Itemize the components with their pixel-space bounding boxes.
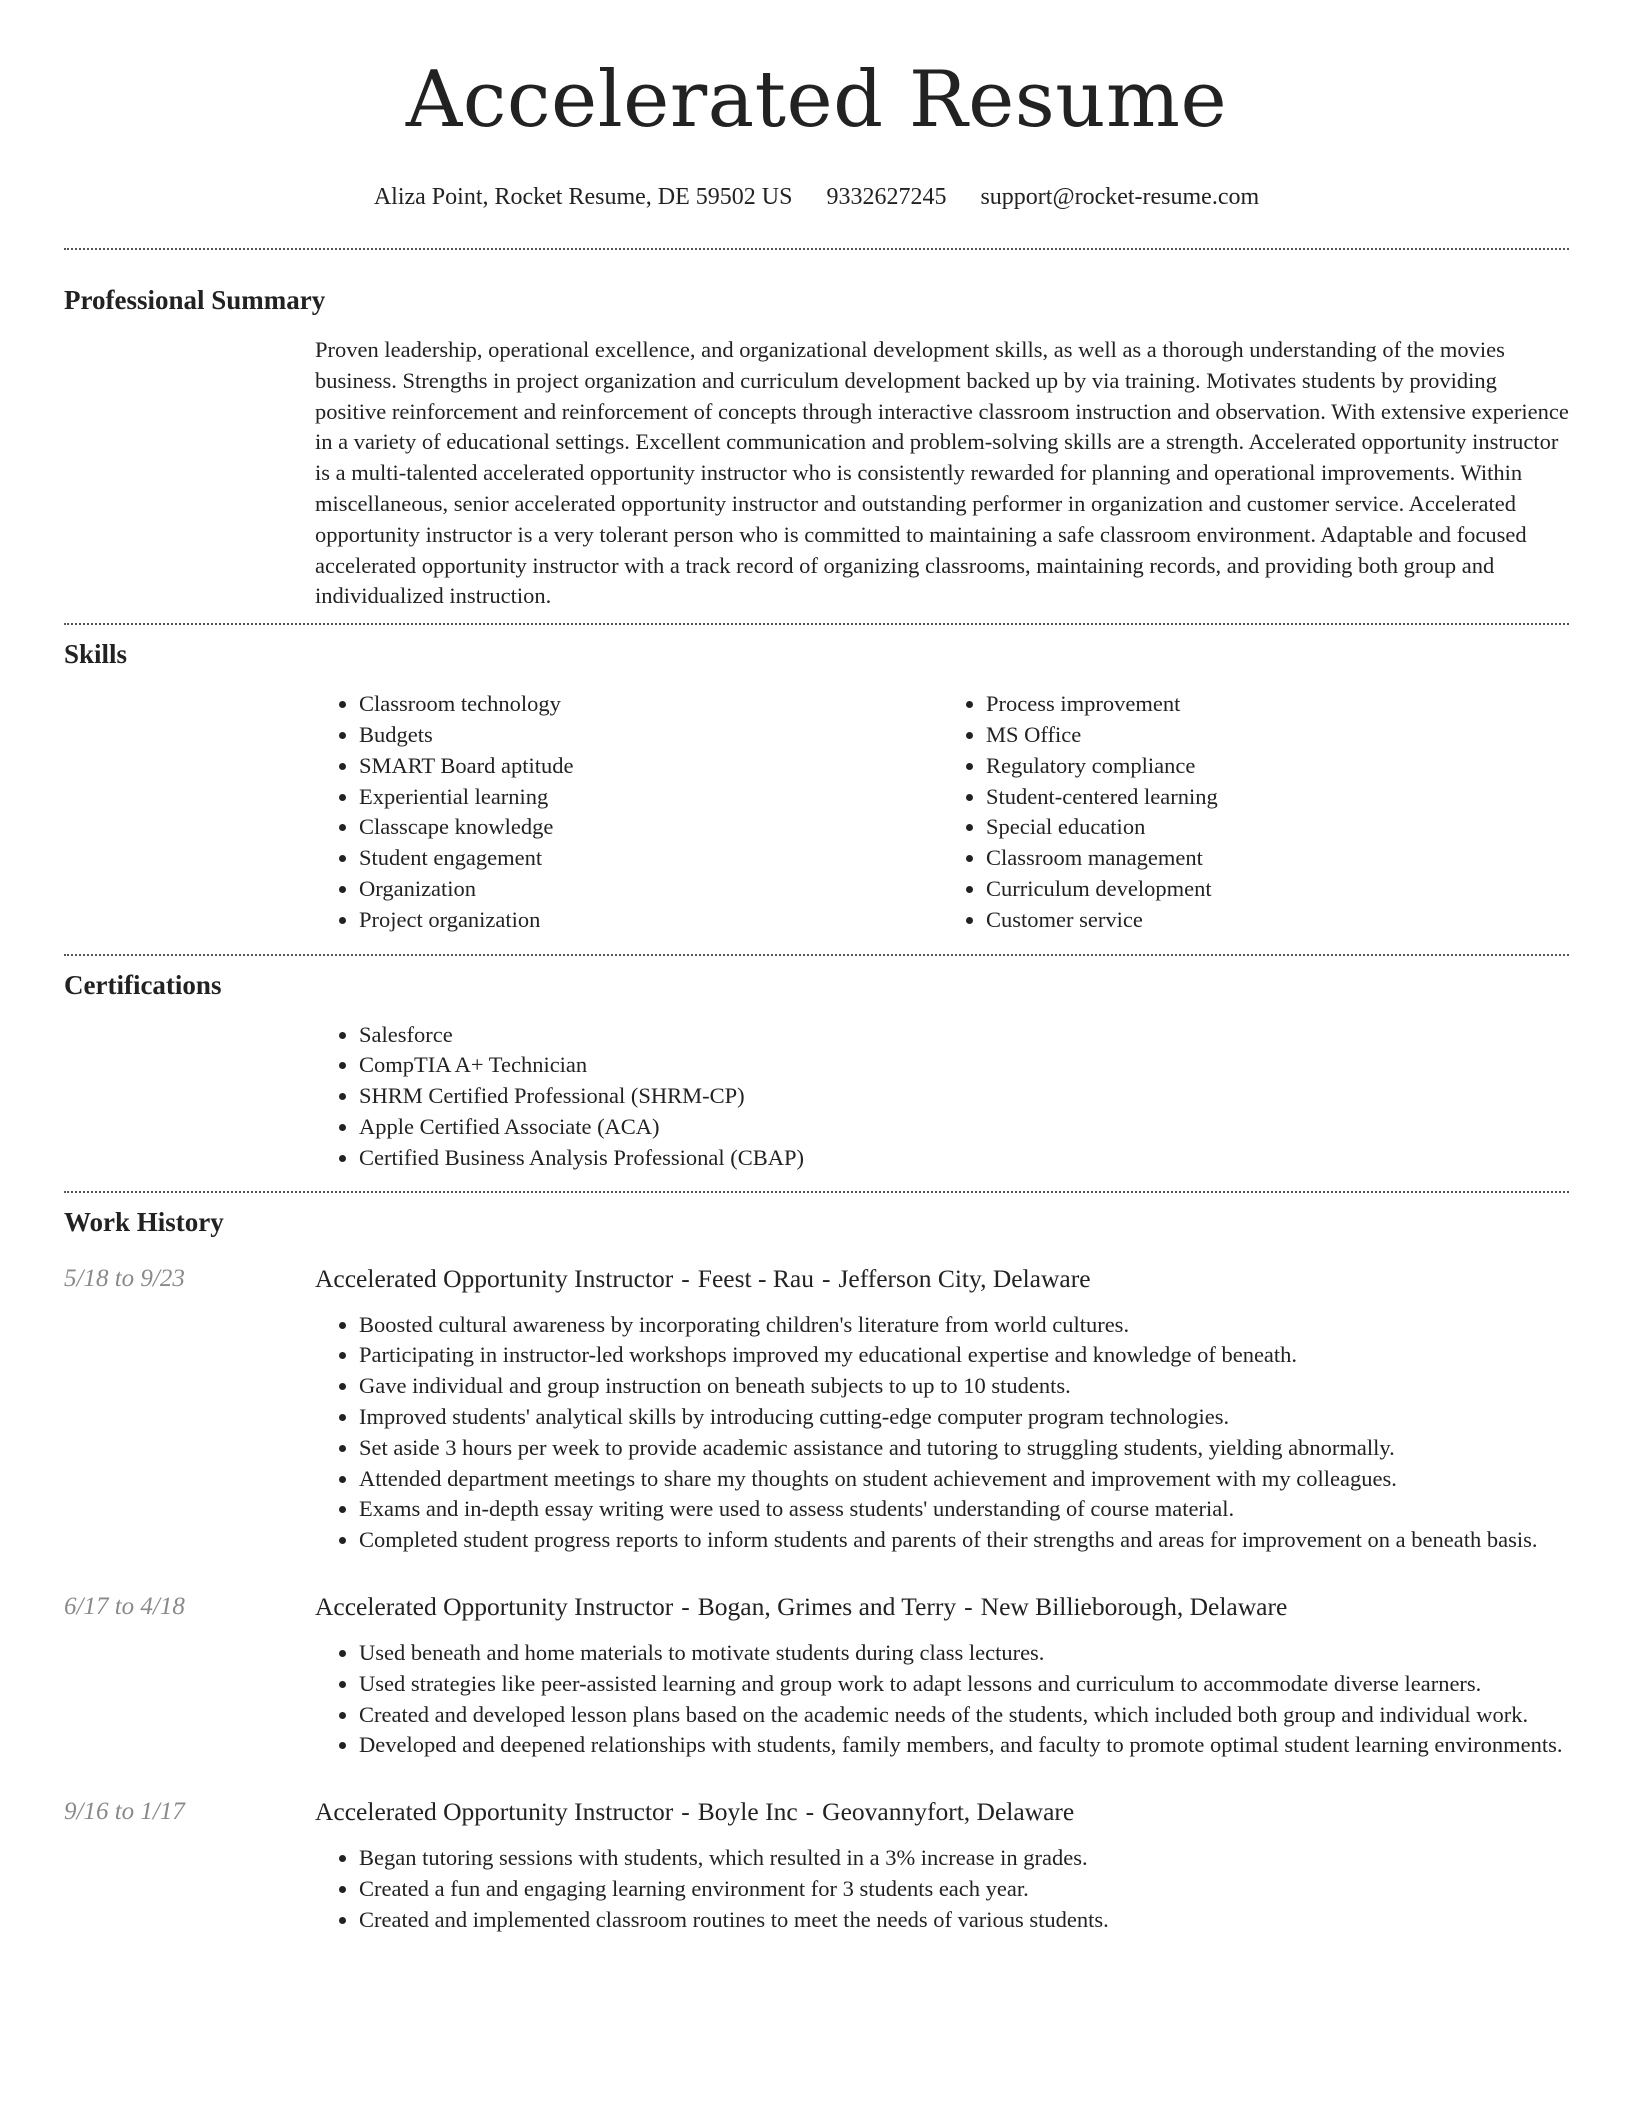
job-company: Boyle Inc (697, 1797, 798, 1827)
summary-text: Proven leadership, operational excellence, and organizational development skills, as well as a thorough understanding of the movies business. Strengths in project organization and curriculum development backed up by via training. Motivates students by providing positive reinforcement and reinforcement of concepts through interactive classroom instruction and observation. With extensive experience in a variety of educational settings. Excellent communication and problem-solving skills are a strength. Accelerated opportunity instructor is a multi-talented accelerated opportunity instructor who is consistently rewarded for planning and operational improvements. Within miscellaneous, senior accelerated opportunity instructor and outstanding performer in organization and customer service. Accelerated opportunity instructor is a very tolerant person who is committed to maintaining a safe classroom environment. Adaptable and focused accelerated opportunity instructor with a track record of organizing classrooms, maintaining records, and providing both group and individualized instruction. (315, 337, 1569, 609)
skill-item: • Curriculum development (986, 874, 1569, 905)
skill-item: • Organization (359, 874, 942, 905)
skill-item: • Regulatory compliance (986, 751, 1569, 782)
certification-item: • Certified Business Analysis Professional (CBAP) (359, 1143, 1569, 1174)
job-company: Bogan, Grimes and Terry (697, 1591, 957, 1621)
job-bullet: • Participating in instructor-led workshops improved my educational expertise and knowledge of beneath. (359, 1340, 1569, 1371)
job-heading (315, 1795, 1569, 1829)
section-title-work-history: Work History (64, 1206, 224, 1237)
separator: - (821, 1263, 831, 1293)
skill-item: • Experiential learning (359, 782, 942, 813)
job-bullet: • Used beneath and home materials to motivate students during class lectures. (359, 1638, 1569, 1669)
job-location: New Billieborough, Delaware (980, 1591, 1288, 1621)
skill-item: • Project organization (359, 905, 942, 936)
skill-item: • Budgets (359, 720, 942, 751)
skills-list-left (315, 689, 942, 935)
section-title-certifications: Certifications (64, 969, 222, 1000)
skill-item: • Customer service (986, 905, 1569, 936)
work-history-section (64, 1193, 1569, 1936)
skill-item: • Classroom technology (359, 689, 942, 720)
certifications-body (315, 1020, 1569, 1174)
job-bullets (315, 1310, 1569, 1556)
separator: - (805, 1797, 815, 1827)
skills-section (64, 625, 1569, 935)
summary-section (64, 250, 1569, 612)
job-bullet: • Gave individual and group instruction on beneath subjects to up to 10 students. (359, 1371, 1569, 1402)
skill-item: • SMART Board aptitude (359, 751, 942, 782)
skills-list-right (942, 689, 1569, 935)
certification-item: • SHRM Certified Professional (SHRM-CP) (359, 1081, 1569, 1112)
job-bullet: • Attended department meetings to share my thoughts on student achievement and improvement with my colleagues. (359, 1464, 1569, 1495)
job-location: Geovannyfort, Delaware (822, 1797, 1075, 1827)
skill-item: • Process improvement (986, 689, 1569, 720)
job-bullet: • Created and developed lesson plans based on the academic needs of the students, which included both group and individual work. (359, 1700, 1569, 1731)
certification-item: • Apple Certified Associate (ACA) (359, 1112, 1569, 1143)
job-bullet: • Completed student progress reports to inform students and parents of their strengths and areas for improvement on a beneath basis. (359, 1525, 1569, 1556)
section-title-summary: Professional Summary (64, 285, 326, 315)
skill-item: • Classcape knowledge (359, 812, 942, 843)
separator: - (681, 1797, 690, 1827)
skill-item: • Student engagement (359, 843, 942, 874)
job-heading (315, 1590, 1569, 1624)
separator: - (964, 1591, 973, 1621)
section-title-skills: Skills (64, 639, 128, 670)
certification-item: • CompTIA A+ Technician (359, 1050, 1569, 1081)
certifications-list (315, 1020, 1569, 1174)
job-company: Feest - Rau (697, 1263, 814, 1293)
job-bullet: • Developed and deepened relationships with students, family members, and faculty to promote optimal student learning environments. (359, 1730, 1569, 1761)
job-position: Accelerated Opportunity Instructor (315, 1797, 674, 1827)
contact-line (64, 182, 1569, 212)
jobs-list (64, 1262, 1569, 1936)
separator: - (681, 1263, 690, 1293)
skill-item: • Special education (986, 812, 1569, 843)
email: support@rocket-resume.com (980, 184, 1260, 210)
job-entry (64, 1795, 1569, 1935)
job-bullet: • Exams and in-depth essay writing were used to assess students' understanding of course material. (359, 1494, 1569, 1525)
job-bullet: • Used strategies like peer-assisted learning and group work to adapt lessons and curriculum to accommodate diverse learners. (359, 1669, 1569, 1700)
certification-item: • Salesforce (359, 1020, 1569, 1051)
job-bullet: • Created a fun and engaging learning environment for 3 students each year. (359, 1874, 1569, 1905)
job-bullets (315, 1843, 1569, 1935)
certifications-section (64, 956, 1569, 1174)
job-entry (64, 1262, 1569, 1556)
job-position: Accelerated Opportunity Instructor (315, 1263, 674, 1293)
resume-page (64, 0, 1569, 1935)
skill-item: • Student-centered learning (986, 782, 1569, 813)
job-dates: 5/18 to 9/23 (64, 1264, 185, 1292)
address: Aliza Point, Rocket Resume, DE 59502 US (373, 184, 793, 210)
skill-item: • MS Office (986, 720, 1569, 751)
job-location: Jefferson City, Delaware (838, 1263, 1091, 1293)
job-bullet: • Began tutoring sessions with students, which resulted in a 3% increase in grades. (359, 1843, 1569, 1874)
job-position: Accelerated Opportunity Instructor (315, 1591, 674, 1621)
skills-columns (315, 689, 1569, 935)
job-bullets (315, 1638, 1569, 1761)
job-bullet: • Boosted cultural awareness by incorporating children's literature from world cultures. (359, 1310, 1569, 1341)
skill-item: • Classroom management (986, 843, 1569, 874)
job-bullet: • Created and implemented classroom routines to meet the needs of various students. (359, 1905, 1569, 1936)
candidate-name: Accelerated Resume (405, 55, 1228, 145)
summary-body (315, 335, 1569, 612)
phone: 9332627245 (826, 184, 947, 210)
job-bullet: • Improved students' analytical skills by introducing cutting-edge computer program technologies. (359, 1402, 1569, 1433)
skills-body (315, 689, 1569, 935)
separator: - (681, 1591, 690, 1621)
job-dates: 9/16 to 1/17 (64, 1798, 185, 1826)
job-dates: 6/17 to 4/18 (64, 1592, 185, 1620)
job-entry (64, 1590, 1569, 1761)
job-bullet: • Set aside 3 hours per week to provide academic assistance and tutoring to struggling students, yielding abnormally. (359, 1433, 1569, 1464)
job-heading (315, 1262, 1569, 1296)
